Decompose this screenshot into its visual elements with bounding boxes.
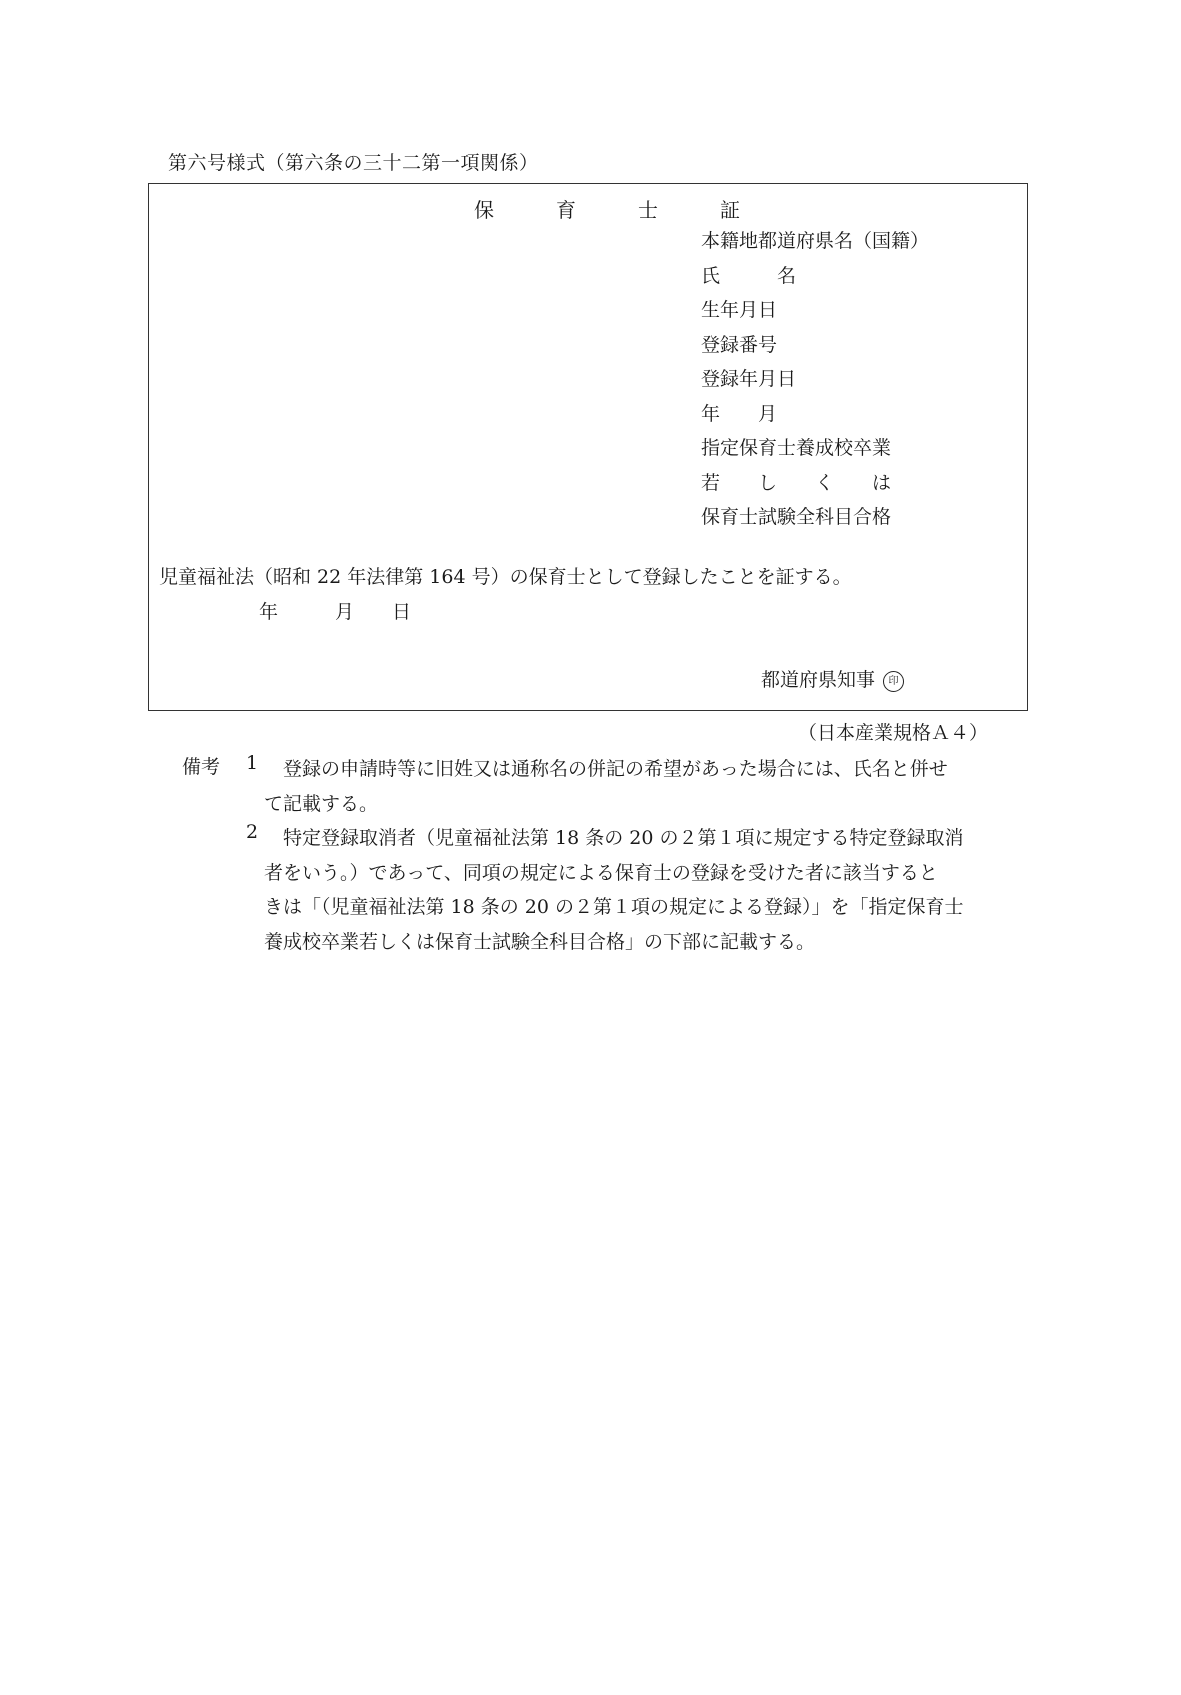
field-registration-date: 登録年月日	[701, 368, 797, 390]
signer-title: 都道府県知事	[761, 669, 876, 691]
certificate-date-line: 年 月 日	[259, 601, 412, 623]
remark-text	[246, 821, 986, 959]
field-prefecture-nationality: 本籍地都道府県名（国籍）	[701, 230, 930, 252]
certificate-signer	[761, 665, 904, 692]
certificate-title	[149, 194, 1027, 223]
certificate-title-char: 育	[556, 198, 576, 222]
remark-line: て記載する。	[264, 792, 379, 815]
certificate-title-char: 保	[474, 198, 494, 222]
field-year-month: 年 月	[701, 402, 778, 425]
paper-size-note: （日本産業規格Ａ４）	[798, 722, 989, 744]
seal-icon: 印	[883, 671, 904, 692]
certificate-title-char: 士	[638, 198, 658, 222]
field-name: 氏 名	[701, 264, 797, 287]
certificate-statement: 児童福祉法（昭和 22 年法律第 164 号）の保育士として登録したことを証する。	[159, 566, 852, 588]
remark-line: 養成校卒業若しくは保育士試験全科目合格」の下部に記載する。	[264, 930, 816, 953]
field-exam-pass: 保育士試験全科目合格	[701, 506, 892, 528]
remark-line: きは「（児童福祉法第 18 条の 20 の２第１項の規定による登録）」を「指定保育士	[264, 896, 964, 918]
remark-line: 特定登録取消者（児童福祉法第 18 条の 20 の２第１項に規定する特定登録取消	[283, 827, 964, 849]
certificate-fields	[701, 224, 929, 535]
remark-item	[246, 821, 986, 959]
field-registration-number: 登録番号	[701, 333, 778, 356]
remark-item	[246, 752, 986, 821]
field-birthdate: 生年月日	[701, 299, 778, 321]
remark-text	[246, 752, 986, 821]
remark-number: 1	[246, 752, 259, 774]
remark-line: 者をいう。）であって、同項の規定による保育士の登録を受けた者に該当すると	[264, 861, 938, 884]
remark-number: 2	[246, 821, 259, 843]
remarks-label: 備考	[182, 756, 221, 778]
certificate-title-char: 証	[720, 198, 740, 222]
field-or: 若 し く は	[701, 471, 892, 494]
remark-line: 登録の申請時等に旧姓又は通称名の併記の希望があった場合には、氏名と併せ	[283, 758, 948, 780]
form-title: 第六号様式（第六条の三十二第一項関係）	[168, 152, 539, 174]
field-school-graduation: 指定保育士養成校卒業	[701, 437, 892, 459]
certificate-box	[148, 183, 1028, 711]
